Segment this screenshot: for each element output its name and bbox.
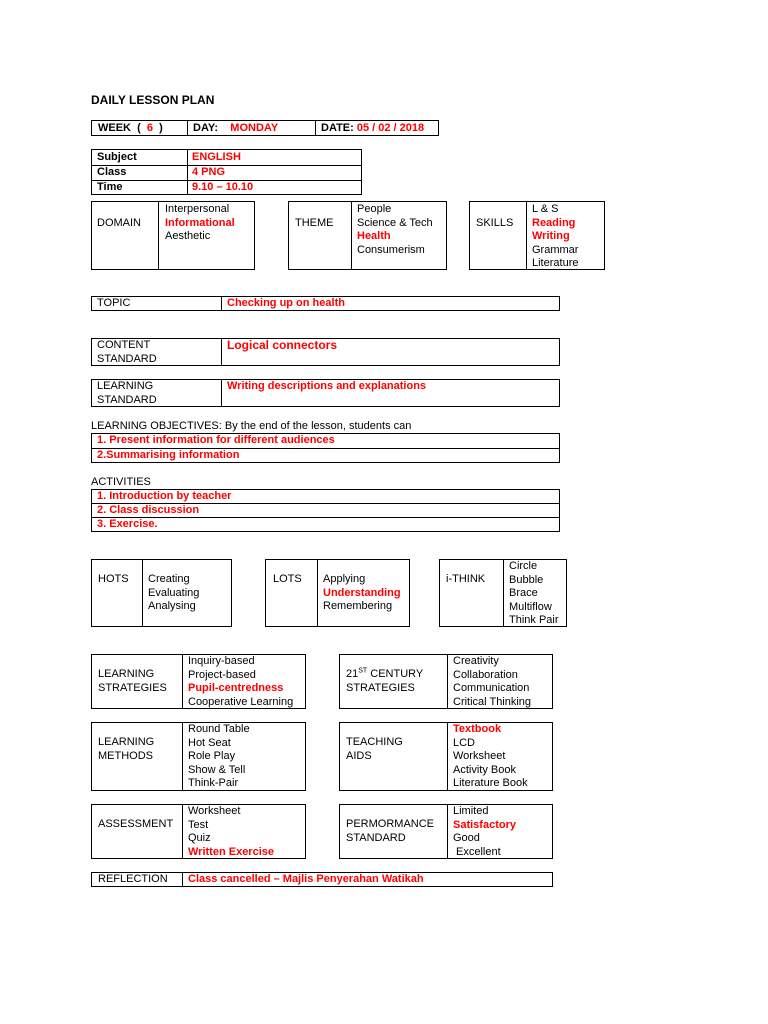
ithink-item: Brace [509,587,538,599]
learning-standard-table [91,379,560,407]
teaching-aids-label: AIDS [346,749,372,762]
objectives-table [91,433,560,463]
skills-box [469,201,605,270]
info-table [91,149,362,195]
hots-item: Analysing [148,600,196,612]
performance-standard-box [339,804,553,859]
topic-label: TOPIC [97,297,131,309]
skills-label: SKILLS [476,217,514,229]
week-value: 6 [146,122,154,134]
topic-value: Checking up on health [227,297,345,309]
learning-standard-label: STANDARD [97,393,157,406]
learning-methods-label: LEARNING [98,736,155,748]
performance-standard-label: STANDARD [346,831,406,844]
theme-box [288,201,447,270]
teaching-aids-item: Textbook [453,723,502,735]
date-value: 05 / 02 / 2018 [356,122,425,134]
subject-value: ENGLISH [192,151,241,163]
domain-item: Aesthetic [165,230,211,242]
theme-label: THEME [295,217,334,229]
time-value: 9.10 – 10.10 [192,181,254,193]
content-standard-value: Logical connectors [227,338,338,352]
activity-item: 1. Introduction by teacher [97,490,232,502]
domain-item: Interpersonal [165,203,230,215]
assessment-item: Worksheet [188,805,241,817]
learning-strategies-item: Project-based [188,668,256,681]
objectives-heading: LEARNING OBJECTIVES: By the end of the lesson, students can [91,420,412,432]
learning-strategies-box [91,654,306,709]
learning-strategies-item: Inquiry-based [188,655,255,667]
week-label: WEEK [98,122,131,134]
activities-table [91,489,560,532]
skills-item: Writing [532,230,570,242]
topic-table [91,296,560,311]
ithink-item: Circle [509,560,538,572]
teaching-aids-box [339,722,553,791]
date-field [321,122,424,136]
theme-item: People [357,203,392,215]
day-field [193,122,278,136]
ithink-label: i-THINK [446,573,486,585]
reflection-value: Class cancelled – Majlis Penyerahan Watikah [188,873,424,885]
hots-label: HOTS [98,573,129,585]
assessment-box [91,804,306,859]
content-standard-label: STANDARD [97,352,157,365]
domain-item: Informational [165,216,235,229]
learning-methods-label: METHODS [98,749,153,762]
performance-item: Excellent [456,845,501,858]
lots-item: Understanding [323,586,401,599]
century-number: 21 [346,668,359,680]
lots-item: Applying [323,573,366,585]
week-close-paren: ) [159,122,163,134]
subject-label: Subject [97,151,137,163]
objective-item: 1. Present information for different audiences [97,434,335,446]
learning-methods-item: Role Play [188,750,236,762]
skills-item: Literature [532,257,579,269]
content-standard-label: CONTENT [97,339,151,351]
assessment-item: Test [188,818,209,831]
teaching-aids-item: Worksheet [453,750,506,762]
ithink-item: Bubble [509,573,544,586]
activities-heading: ACTIVITIES [91,476,151,488]
skills-item: Grammar [532,243,579,256]
assessment-item: Quiz [188,832,211,844]
learning-strategies-label: STRATEGIES [98,681,167,694]
century-strategies-label [346,668,423,682]
week-field [98,122,163,136]
class-label: Class [97,166,127,178]
century-word: CENTURY [367,668,424,680]
skills-item: L & S [532,203,559,215]
week-open-paren: ( [137,122,141,134]
reflection-table [91,872,553,887]
teaching-aids-item: LCD [453,736,476,749]
performance-item: Good [453,832,480,844]
skills-item: Reading [532,216,576,229]
century-item: Communication [453,682,530,694]
page-title: DAILY LESSON PLAN [91,93,215,107]
learning-standard-value: Writing descriptions and explanations [227,380,427,392]
lots-label: LOTS [273,573,302,585]
assessment-item: Written Exercise [188,845,275,858]
learning-strategies-item: Pupil-centredness [188,682,284,694]
content-standard-table [91,338,560,366]
learning-strategies-label: LEARNING [98,668,155,680]
century-item: Collaboration [453,668,518,681]
theme-item: Science & Tech [357,216,433,229]
performance-item: Satisfactory [453,818,516,831]
hots-item: Evaluating [148,586,200,599]
domain-label: DOMAIN [97,217,141,229]
theme-item: Health [357,230,391,242]
hots-box [91,559,232,627]
class-value: 4 PNG [192,166,226,178]
learning-methods-item: Hot Seat [188,736,231,749]
lots-item: Remembering [323,600,393,612]
assessment-label: ASSESSMENT [98,818,174,830]
century-strategies-box [339,654,553,709]
century-item: Critical Thinking [453,695,532,708]
century-ordinal: ST [358,667,368,675]
ithink-item: Multiflow [509,600,552,613]
header-table [91,120,439,136]
learning-methods-item: Show & Tell [188,763,246,776]
century-strategies-label: STRATEGIES [346,681,415,694]
teaching-aids-item: Literature Book [453,777,528,789]
teaching-aids-label: TEACHING [346,736,403,748]
date-label: DATE: [321,122,354,134]
performance-item: Limited [453,805,489,817]
theme-item: Consumerism [357,243,425,256]
objective-item: 2.Summarising information [97,449,240,461]
hots-item: Creating [148,573,190,585]
ithink-box [439,559,567,627]
day-label: DAY: [193,122,219,134]
domain-box [91,201,255,270]
learning-strategies-item: Cooperative Learning [188,695,294,708]
teaching-aids-item: Activity Book [453,763,516,776]
learning-methods-item: Think-Pair [188,777,239,789]
performance-standard-label: PERMORMANCE [346,818,435,830]
time-label: Time [97,181,123,193]
day-value: MONDAY [230,122,279,134]
learning-methods-box [91,722,306,791]
ithink-item: Think Pair [509,614,559,626]
learning-standard-label: LEARNING [97,380,154,392]
learning-methods-item: Round Table [188,723,250,735]
activity-item: 3. Exercise. [97,518,158,530]
reflection-label: REFLECTION [98,873,168,885]
century-item: Creativity [453,655,499,667]
lots-box [265,559,410,627]
activity-item: 2. Class discussion [97,504,200,516]
